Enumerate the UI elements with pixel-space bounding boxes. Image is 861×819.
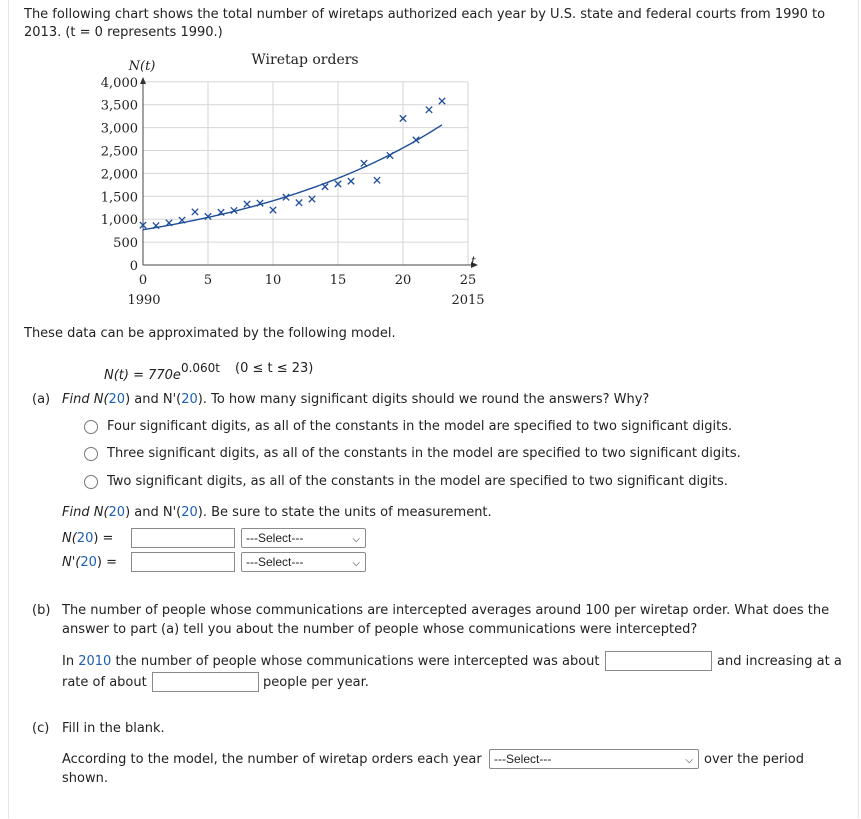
chart-x-label: t	[471, 254, 476, 268]
chart-tick-labels	[101, 76, 476, 288]
nprime20-label: N'(20) =	[62, 555, 118, 570]
x-tick-label: 20	[394, 273, 412, 288]
n20-label: N(20) =	[62, 531, 114, 546]
n20-input[interactable]	[131, 528, 235, 548]
option-two-digits-radio[interactable]	[84, 475, 98, 489]
part-a-label: (a)	[32, 392, 51, 407]
y-axis-arrow	[140, 77, 146, 84]
data-point	[309, 196, 315, 202]
data-point	[192, 209, 198, 215]
y-tick-label: 2,000	[100, 167, 138, 183]
part-c-answer-line-2: shown.	[62, 771, 108, 786]
model-equation	[104, 361, 220, 383]
option-four-digits-radio[interactable]	[84, 420, 98, 434]
data-point	[348, 178, 354, 184]
x-tick-label: 15	[329, 273, 347, 288]
option-three-digits-label[interactable]: Three significant digits, as all of the constants in the model are specified to two significant digits.	[107, 446, 741, 461]
data-point	[426, 107, 432, 113]
model-curve-line	[143, 125, 442, 230]
chevron-down-icon: ⌵	[685, 755, 693, 766]
x-tick-label: 10	[264, 273, 282, 288]
data-point	[361, 160, 367, 166]
model-domain: (0 ≤ t ≤ 23)	[235, 361, 314, 376]
y-tick-label: 3,500	[100, 98, 138, 114]
data-point	[296, 200, 302, 206]
chart-axes	[140, 77, 478, 268]
chart-x-end-year: 2015	[451, 293, 485, 308]
nprime20-units-select[interactable]: ---Select--- ⌵	[241, 552, 366, 572]
part-b-answer-line-1: In 2010 the number of people whose communications were intercepted was about	[62, 654, 600, 669]
part-b-rate-units: people per year.	[263, 675, 369, 690]
part-c-answer-pre: According to the model, the number of wiretap orders each year	[62, 752, 482, 767]
part-c-answer-post: over the period	[704, 752, 805, 767]
option-two-digits-label[interactable]: Two significant digits, as all of the constants in the model are specified to two significant digits.	[107, 474, 728, 489]
data-point	[322, 183, 328, 189]
y-tick-label: 1,500	[100, 190, 138, 206]
part-c-label: (c)	[32, 721, 50, 736]
chart-y-label: N(t)	[128, 59, 156, 74]
intercepted-people-input[interactable]	[605, 651, 712, 671]
chart-x-start-year: 1990	[127, 293, 161, 308]
y-tick-label: 0	[129, 259, 138, 274]
option-three-digits-radio[interactable]	[84, 447, 98, 461]
data-point	[244, 201, 250, 207]
y-tick-label: 3,000	[100, 121, 138, 137]
nprime20-input[interactable]	[131, 552, 235, 572]
part-c-instruction: Fill in the blank.	[62, 721, 165, 736]
n20-units-select[interactable]: ---Select--- ⌵	[241, 528, 366, 548]
chart-title: Wiretap orders	[251, 52, 359, 68]
chevron-down-icon: ⌵	[352, 558, 360, 569]
x-tick-label: 25	[459, 273, 477, 288]
data-point	[374, 177, 380, 183]
intro-line-2: 2013. (t = 0 represents 1990.)	[24, 25, 223, 40]
chart-data-points	[140, 98, 445, 229]
part-b-answer-tail: and increasing at a	[717, 654, 842, 669]
y-tick-label: 1,000	[100, 213, 138, 229]
chart-model-curve	[143, 125, 442, 230]
model-exponent: 0.060t	[180, 361, 220, 375]
model-intro: These data can be approximated by the following model.	[24, 326, 396, 341]
y-tick-label: 500	[113, 236, 138, 252]
option-four-digits-label[interactable]: Four significant digits, as all of the constants in the model are specified to two significant digits.	[107, 419, 733, 434]
x-tick-label: 5	[203, 273, 213, 288]
data-point	[439, 98, 445, 104]
part-b-label: (b)	[32, 603, 51, 618]
x-tick-label: 0	[138, 273, 148, 288]
intro-line-1: The following chart shows the total number of wiretaps authorized each year by U.S. state and federal courts from 1990 to	[24, 7, 826, 22]
part-b-rate-label: rate of about	[62, 675, 147, 690]
y-tick-label: 4,000	[100, 75, 138, 91]
chart-grid	[143, 82, 468, 265]
chevron-down-icon: ⌵	[352, 534, 360, 545]
part-b-question-line-2: answer to part (a) tell you about the number of people whose communications were intercepted?	[62, 622, 698, 637]
wiretap-chart	[0, 0, 861, 315]
y-tick-label: 2,500	[100, 144, 138, 160]
part-a-question: Find N(20) and N'(20). To how many significant digits should we round the answers? Why?	[62, 392, 650, 407]
trend-select[interactable]: ---Select--- ⌵	[489, 749, 699, 769]
find-instruction: Find N(20) and N'(20). Be sure to state the units of measurement.	[62, 505, 492, 520]
rate-of-increase-input[interactable]	[152, 672, 259, 692]
part-b-question-line-1: The number of people whose communications are intercepted averages around 100 per wiretap order. What does the	[62, 603, 830, 618]
model-lhs: N(t) = 770e	[104, 368, 181, 383]
